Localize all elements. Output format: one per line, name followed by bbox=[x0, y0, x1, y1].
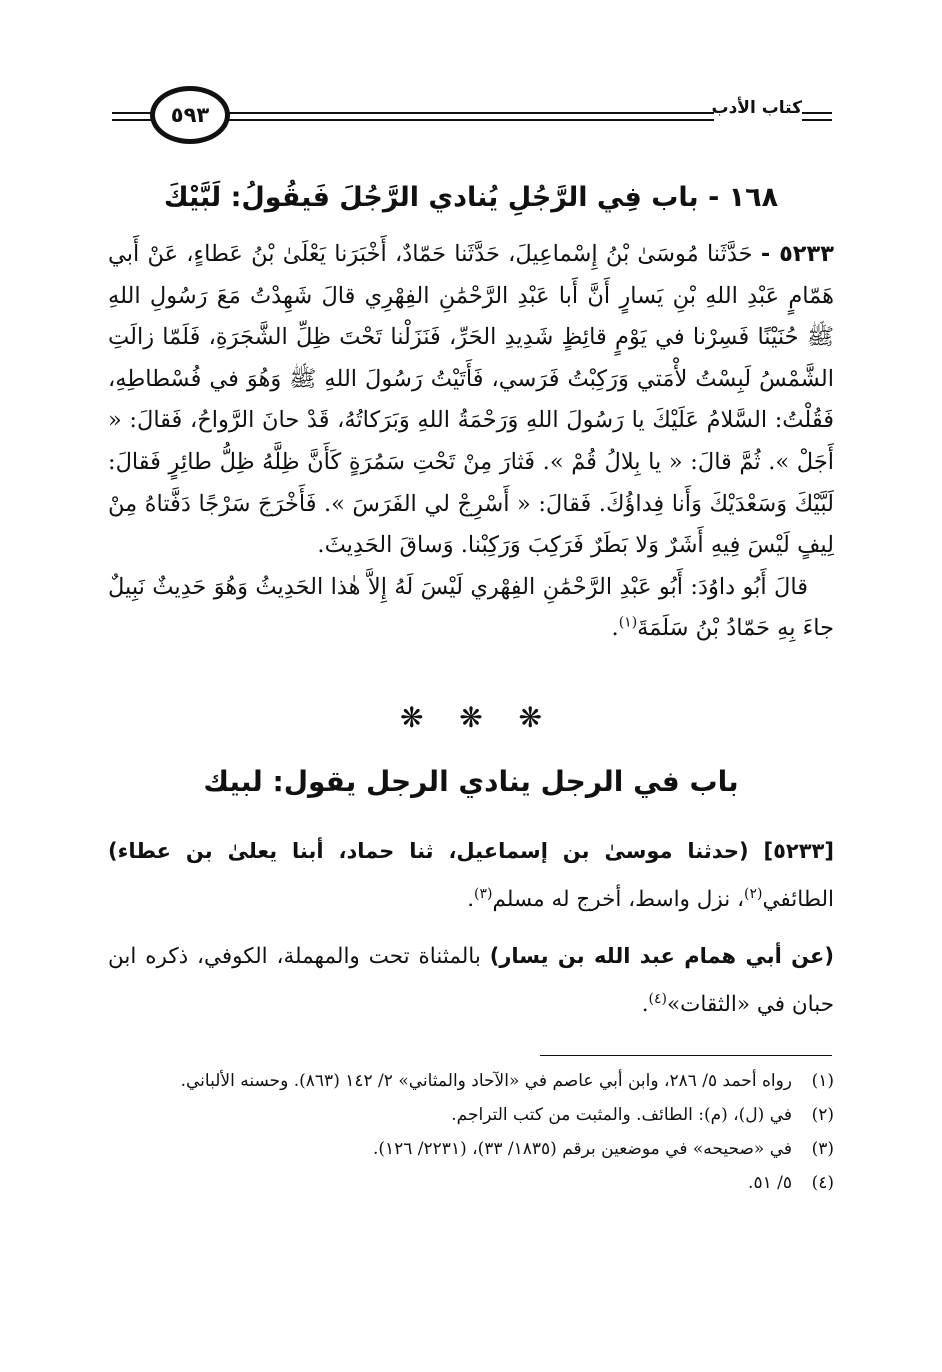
footnote bbox=[108, 1064, 834, 1098]
commentary-text-1b: ، نزل واسط، أخرج له مسلم bbox=[492, 887, 745, 912]
page-number: ٥٩٣ bbox=[170, 103, 210, 127]
footnote-divider bbox=[540, 1055, 832, 1056]
hadith-block bbox=[108, 234, 834, 650]
commentary-quote-1: [٥٢٣٣] (حدثنا موسىٰ بن إسماعيل، ثنا حماد، أبنا يعلىٰ بن عطاء) bbox=[108, 839, 834, 863]
commentary-quote-2: (عن أبي همام عبد الله بن يسار) bbox=[489, 944, 834, 968]
footnote bbox=[108, 1166, 834, 1200]
commentary-paragraph-2 bbox=[108, 932, 834, 1029]
running-title: كتاب الأدب bbox=[711, 98, 802, 118]
page-number-ornament bbox=[150, 86, 230, 144]
section-separator bbox=[400, 701, 542, 734]
footnote-number: (٤) bbox=[811, 1173, 834, 1193]
footnote-text: رواه أحمد ٥/ ٢٨٦، وابن أبي عاصم في «الآحاد والمثاني» ٢/ ١٤٢ (٨٦٣). وحسنه الألباني. bbox=[180, 1071, 792, 1091]
footnote-number: (٢) bbox=[811, 1105, 834, 1125]
hadith-paragraph bbox=[108, 234, 834, 567]
footnote-text: ٥/ ٥١. bbox=[748, 1173, 792, 1193]
separator-star-icon: ❋ bbox=[400, 701, 424, 734]
commentary-paragraph-1 bbox=[108, 827, 834, 924]
footnote-text: في «صحيحه» في موضعين برقم (١٨٣٥/ ٣٣)، (٢٢٣١/ ١٢٦). bbox=[372, 1139, 792, 1159]
commentary-text-1a: الطائفي bbox=[762, 887, 834, 912]
commentary-block bbox=[108, 827, 834, 1037]
footnote-text: في (ل)، (م): الطائف. والمثبت من كتب التراجم. bbox=[451, 1105, 792, 1125]
footnote-number: (١) bbox=[811, 1071, 834, 1091]
footnote-marker-3: (٣) bbox=[474, 885, 493, 902]
footnote-marker-2: (٢) bbox=[744, 885, 763, 902]
separator-star-icon: ❋ bbox=[518, 701, 542, 734]
hadith-number: ٥٢٣٣ - bbox=[760, 241, 834, 267]
separator-star-icon: ❋ bbox=[459, 701, 483, 734]
header-rule-middle bbox=[228, 112, 714, 121]
commentary-text-2: بالمثناة تحت والمهملة، الكوفي، ذكره ابن حبان في «الثقات» bbox=[108, 944, 834, 1017]
footnote-marker-1: (١) bbox=[618, 614, 638, 631]
commentary-title: باب في الرجل ينادي الرجل يقول: لبيك bbox=[203, 765, 739, 798]
header-rule-right bbox=[802, 112, 832, 121]
abu-dawud-note bbox=[108, 567, 834, 650]
footnote-marker-4: (٤) bbox=[648, 990, 668, 1007]
commentary-end-1: . bbox=[467, 887, 475, 912]
footnote bbox=[108, 1132, 834, 1166]
footnotes bbox=[108, 1064, 834, 1200]
note-end: . bbox=[611, 615, 619, 642]
footnote-number: (٣) bbox=[811, 1139, 834, 1159]
running-header bbox=[112, 82, 832, 162]
abu-dawud-note-text: قالَ أَبُو داوُدَ: أَبُو عَبْدِ الرَّحْمَٰنِ الفِهْري لَيْسَ لَهُ إِلاَّ هٰذا الحَدِيثُ وَهُوَ حَدِيثٌ نَبِيلٌ جاءَ بِهِ حَمّادُ بْنُ سَلَمَةَ bbox=[108, 573, 834, 642]
footnote bbox=[108, 1098, 834, 1132]
chapter-title: ١٦٨ - باب فِي الرَّجُلِ يُنادي الرَّجُلَ فَيقُولُ: لَبَّيْكَ bbox=[163, 182, 779, 213]
hadith-text: حَدَّثَنا مُوسَىٰ بْنُ إِسْماعِيلَ، حَدَّثَنا حَمّادٌ، أَخْبَرَنا يَعْلَىٰ بْنُ عَطاءٍ، عَنْ أَبي هَمّامٍ عَبْدِ اللهِ بْنِ يَسارٍ أَنَّ أَبا عَبْدِ الرَّحْمَٰنِ الفِهْرِي قالَ شَهِدْتُ مَعَ رَسُولِ اللهِ ﷺ حُنَيْنًا فَسِرْنا في يَوْمٍ قائِظٍ شَدِيدِ الحَرِّ، فَنَزَلْنا تَحْتَ ظِلِّ الشَّجَرَةِ، فَلَمّا زالَتِ الشَّمْسُ لَبِسْتُ لأْمَتي وَرَكِبْتُ فَرَسي، فَأَتَيْتُ رَسُولَ اللهِ ﷺ وَهُوَ في فُسْطاطِهِ، فَقُلْتُ: السَّلامُ عَلَيْكَ يا رَسُولَ اللهِ وَرَحْمَةُ اللهِ وَبَرَكاتُهُ، قَدْ حانَ الرَّواحُ، فَقالَ: « أَجَلْ ». ثُمَّ قالَ: « يا بِلالُ قُمْ ». فَثارَ مِنْ تَحْتِ سَمُرَةٍ كَأَنَّ ظِلَّهُ ظِلُّ طائِرٍ فَقالَ: لَبَّيْكَ وَسَعْدَيْكَ وَأَنا فِداؤُكَ. فَقالَ: « أَسْرِجْ لي الفَرَسَ ». فَأَخْرَجَ سَرْجًا دَفَّتاهُ مِنْ لِيفٍ لَيْسَ فِيهِ أَشَرٌ وَلا بَطَرٌ فَرَكِبَ وَرَكِبْنا. وَساقَ الحَدِيثَ. bbox=[108, 241, 834, 559]
commentary-end-2: . bbox=[641, 992, 649, 1017]
